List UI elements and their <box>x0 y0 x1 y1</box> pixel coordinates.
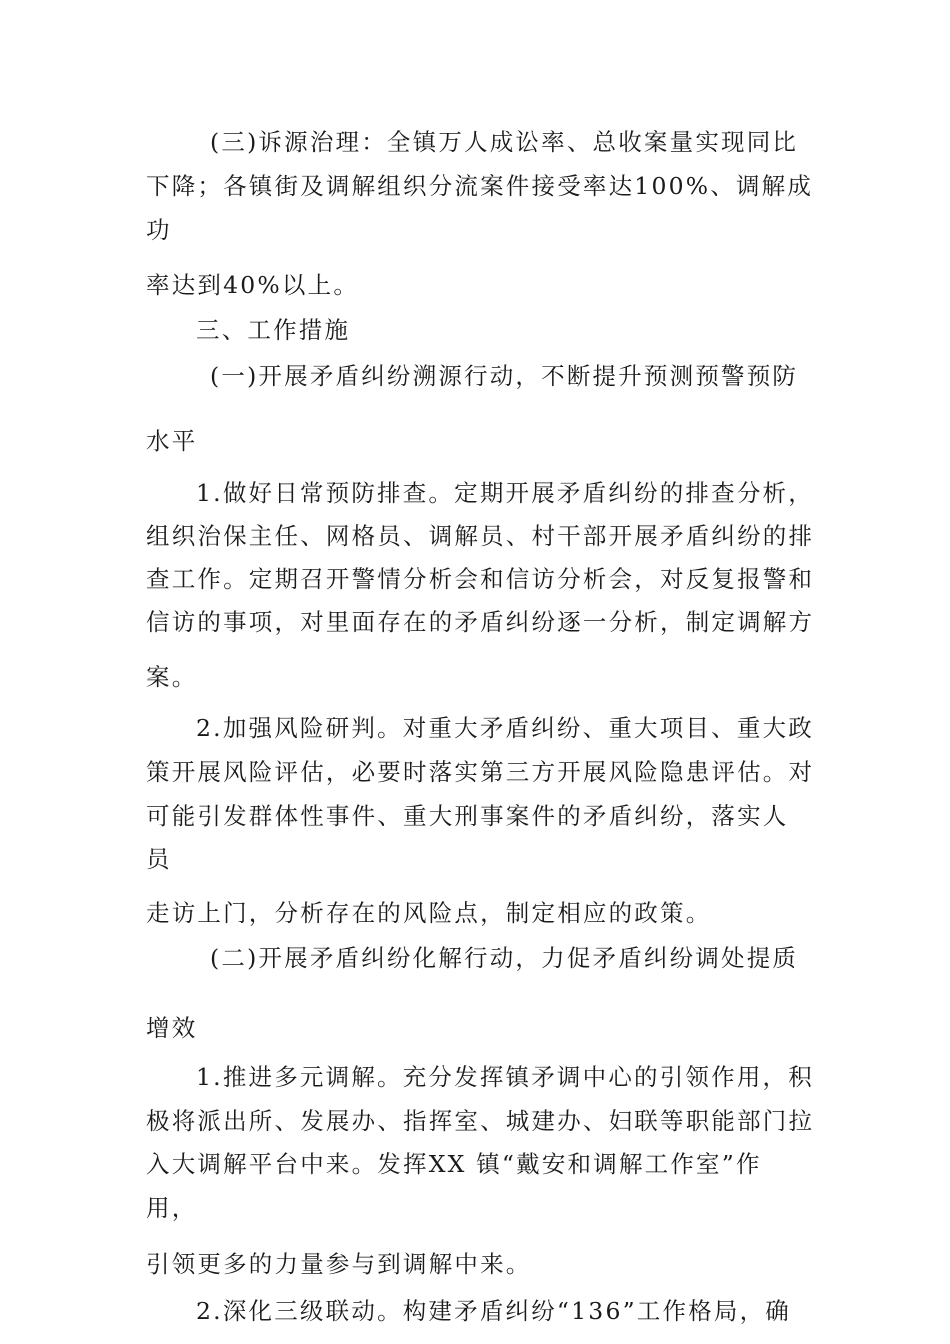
text-line-11: 信访的事项，对里面存在的矛盾纠纷逐一分析，制定调解方 <box>146 608 815 636</box>
text-line-21: 极将派出所、发展办、指挥室、城建办、妇联等职能部门拉 <box>146 1107 815 1135</box>
section-heading: 三、工作措施 <box>196 316 351 344</box>
text-line-10: 查工作。定期召开警情分析会和信访分析会，对反复报警和 <box>146 565 815 593</box>
subheading-1-cont: 水平 <box>146 427 198 455</box>
text-line-25: 2.深化三级联动。构建矛盾纠纷“136”工作格局，确 <box>196 1297 792 1325</box>
text-line-22: 入大调解平台中来。发挥XX 镇“戴安和调解工作室”作 <box>146 1150 762 1178</box>
text-line-9: 组织治保主任、网格员、调解员、村干部开展矛盾纠纷的排 <box>146 522 815 550</box>
text-line-12: 案。 <box>146 663 198 691</box>
text-line-15: 可能引发群体性事件、重大刑事案件的矛盾纠纷，落实人 <box>146 802 789 830</box>
text-line-13: 2.加强风险研判。对重大矛盾纠纷、重大项目、重大政 <box>196 714 814 742</box>
text-line-8: 1.做好日常预防排查。定期开展矛盾纠纷的排查分析， <box>196 479 814 507</box>
subheading-2: (二)开展矛盾纠纷化解行动，力促矛盾纠纷调处提质 <box>210 944 799 972</box>
text-line-17: 走访上门，分析存在的风险点，制定相应的政策。 <box>146 899 712 927</box>
text-line-16: 员 <box>146 845 172 873</box>
text-line-2: 下降；各镇街及调解组织分流案件接受率达100%、调解成 <box>146 172 814 200</box>
text-line-1: (三)诉源治理：全镇万人成讼率、总收案量实现同比 <box>210 128 799 156</box>
text-line-3: 功 <box>146 216 172 244</box>
text-line-23: 用， <box>146 1194 198 1222</box>
text-line-24: 引领更多的力量参与到调解中来。 <box>146 1250 532 1278</box>
text-line-4: 率达到40%以上。 <box>146 271 360 299</box>
subheading-1: (一)开展矛盾纠纷溯源行动，不断提升预测预警预防 <box>210 362 799 390</box>
subheading-2-cont: 增效 <box>146 1014 198 1042</box>
text-line-14: 策开展风险评估，必要时落实第三方开展风险隐患评估。对 <box>146 758 815 786</box>
text-line-20: 1.推进多元调解。充分发挥镇矛调中心的引领作用，积 <box>196 1063 814 1091</box>
